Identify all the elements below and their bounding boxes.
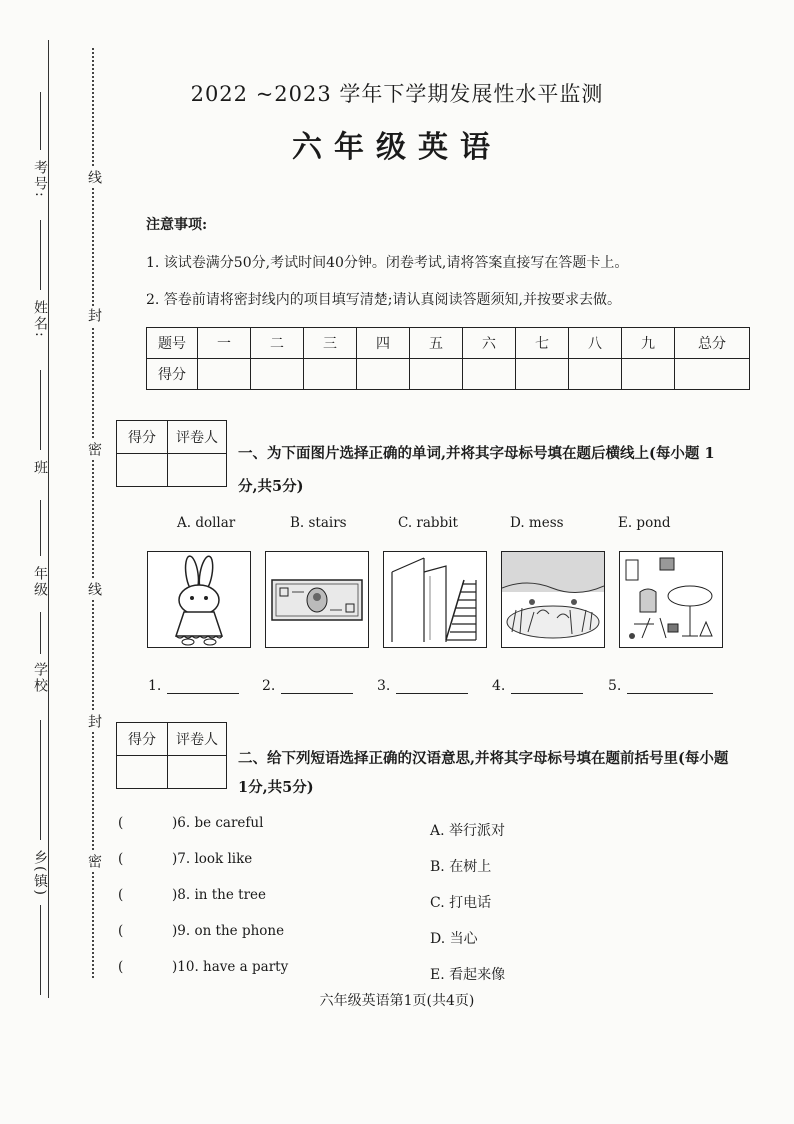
notice-item-1: 1. 该试卷满分50分,考试时间40分钟。闭卷考试,请将答案直接写在答题卡上。 — [146, 255, 629, 271]
answer-blank-4[interactable] — [492, 678, 583, 694]
answer-option-a: A. 举行派对 — [430, 823, 506, 839]
score-table-total: 总分 — [675, 328, 750, 359]
option-d: D. mess — [510, 515, 564, 531]
seal-mark-mi-top: 密 — [86, 442, 102, 458]
section2-heading: 二、给下列短语选择正确的汉语意思,并将其字母标号填在题前括号里(每小题 — [238, 750, 729, 767]
score-cell-total[interactable] — [675, 359, 750, 390]
score-table-col: 七 — [516, 328, 569, 359]
question-8[interactable] — [118, 887, 266, 903]
question-text: )10. have a party — [172, 959, 289, 975]
question-7[interactable] — [118, 851, 252, 867]
question-6[interactable] — [118, 815, 263, 831]
pond-picture — [501, 551, 605, 648]
score-cell[interactable] — [622, 359, 675, 390]
grader-score-cell[interactable] — [117, 454, 168, 487]
blank-number: 3. — [377, 678, 391, 694]
stairs-picture — [383, 551, 487, 648]
school-blank — [40, 612, 41, 654]
grader-score-cell[interactable] — [117, 756, 168, 789]
exam-subject-title: 六年级英语 — [292, 130, 502, 165]
seal-mark-feng-bottom: 封 — [86, 714, 102, 730]
option-e: E. pond — [618, 515, 671, 531]
score-table-col: 九 — [622, 328, 675, 359]
answer-paren[interactable]: ( — [118, 923, 124, 939]
answer-paren[interactable]: ( — [118, 959, 124, 975]
option-b: B. stairs — [290, 515, 347, 531]
score-table — [146, 327, 750, 390]
score-table-header-row — [147, 328, 750, 359]
score-table-col: 三 — [304, 328, 357, 359]
section1-grader-box — [116, 420, 227, 487]
option-a: A. dollar — [177, 515, 236, 531]
notice-heading: 注意事项: — [146, 217, 208, 233]
score-cell[interactable] — [251, 359, 304, 390]
class-label: 班 — [32, 460, 48, 476]
question-text: )7. look like — [172, 851, 253, 867]
score-table-col: 五 — [410, 328, 463, 359]
answer-paren[interactable]: ( — [118, 815, 124, 831]
section2-heading-cont: 1分,共5分) — [238, 779, 314, 796]
answer-option-d: D. 当心 — [430, 931, 478, 947]
answer-paren[interactable]: ( — [118, 851, 124, 867]
question-text: )8. in the tree — [172, 887, 266, 903]
name-label: 姓名: — [32, 300, 48, 339]
score-cell[interactable] — [357, 359, 410, 390]
grade-blank — [40, 500, 41, 556]
score-table-score-row — [147, 359, 750, 390]
score-cell[interactable] — [463, 359, 516, 390]
town-label: 乡(镇) — [32, 850, 48, 897]
score-table-col: 八 — [569, 328, 622, 359]
dollar-picture — [265, 551, 369, 648]
town-blank-lower — [40, 905, 41, 995]
seal-mark-feng-top: 封 — [86, 308, 102, 324]
page-footer: 六年级英语第1页(共4页) — [319, 993, 475, 1009]
grader-score-label: 得分 — [117, 723, 168, 756]
score-table-score-label: 得分 — [147, 359, 198, 390]
question-text: )9. on the phone — [172, 923, 285, 939]
answer-blank-3[interactable] — [377, 678, 468, 694]
class-blank — [40, 370, 41, 450]
option-c: C. rabbit — [398, 515, 458, 531]
mess-picture — [619, 551, 723, 648]
blank-number: 4. — [492, 678, 506, 694]
score-cell[interactable] — [569, 359, 622, 390]
question-9[interactable] — [118, 923, 284, 939]
section2-grader-box — [116, 722, 227, 789]
question-text: )6. be careful — [172, 815, 264, 831]
score-table-row-label: 题号 — [147, 328, 198, 359]
answer-option-b: B. 在树上 — [430, 859, 492, 875]
school-label: 学校 — [32, 662, 48, 694]
score-table-col: 二 — [251, 328, 304, 359]
grader-score-label: 得分 — [117, 421, 168, 454]
score-cell[interactable] — [198, 359, 251, 390]
exam-number-label: 考号: — [32, 160, 48, 199]
score-table-col: 四 — [357, 328, 410, 359]
name-blank — [40, 220, 41, 290]
blank-number: 2. — [262, 678, 276, 694]
section1-heading-cont: 分,共5分) — [238, 478, 304, 495]
answer-option-c: C. 打电话 — [430, 895, 492, 911]
section1-heading: 一、为下面图片选择正确的单词,并将其字母标号填在题后横线上(每小题 1 — [238, 445, 715, 462]
grade-label: 年级 — [32, 566, 48, 598]
rabbit-picture — [147, 551, 251, 648]
answer-blank-2[interactable] — [262, 678, 353, 694]
grader-label: 评卷人 — [168, 723, 227, 756]
answer-blank-1[interactable] — [148, 678, 239, 694]
score-cell[interactable] — [410, 359, 463, 390]
grader-label: 评卷人 — [168, 421, 227, 454]
answer-paren[interactable]: ( — [118, 887, 124, 903]
score-cell[interactable] — [516, 359, 569, 390]
grader-name-cell[interactable] — [168, 756, 227, 789]
seal-mark-mi-bottom: 密 — [86, 854, 102, 870]
seal-mark-xian-top: 线 — [86, 170, 102, 186]
score-cell[interactable] — [304, 359, 357, 390]
blank-number: 5. — [608, 678, 622, 694]
exam-title: 2022 ~2023 学年下学期发展性水平监测 — [190, 82, 604, 106]
score-table-col: 六 — [463, 328, 516, 359]
answer-blank-5[interactable] — [608, 678, 713, 694]
seal-mark-xian-bottom: 线 — [86, 582, 102, 598]
grader-name-cell[interactable] — [168, 454, 227, 487]
question-10[interactable] — [118, 959, 288, 975]
notice-item-2: 2. 答卷前请将密封线内的项目填写清楚;请认真阅读答题须知,并按要求去做。 — [146, 292, 621, 308]
score-table-col: 一 — [198, 328, 251, 359]
blank-number: 1. — [148, 678, 162, 694]
town-blank — [40, 720, 41, 840]
answer-option-e: E. 看起来像 — [430, 967, 506, 983]
